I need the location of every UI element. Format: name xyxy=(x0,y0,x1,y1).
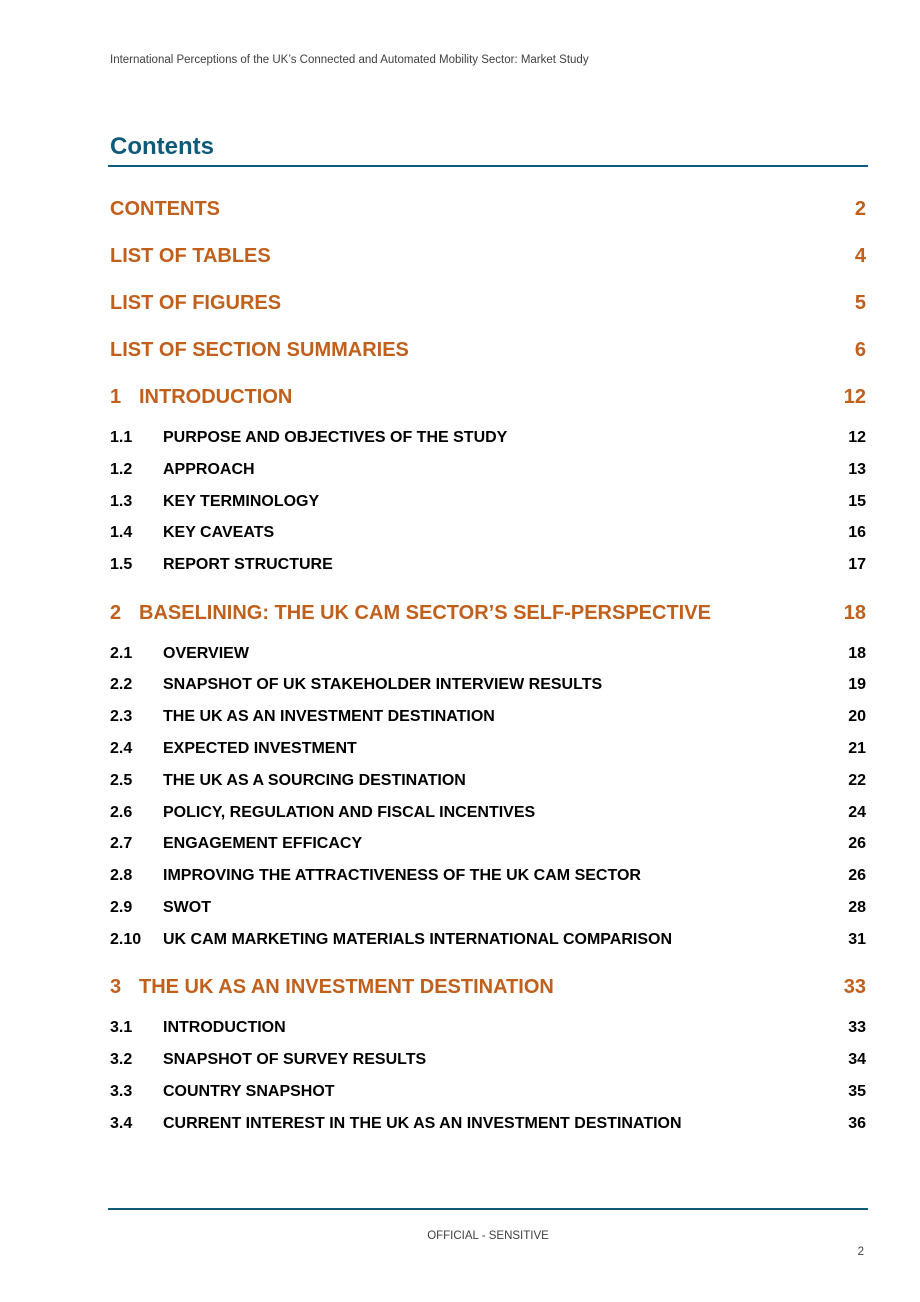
toc-entry[interactable] xyxy=(110,930,866,950)
toc-entry[interactable] xyxy=(110,898,866,918)
toc-entry[interactable] xyxy=(110,1050,866,1070)
toc-entry-number: 2.5 xyxy=(110,772,133,789)
toc-entry-label: REPORT STRUCTURE xyxy=(163,556,333,573)
toc-entry-number: 2.6 xyxy=(110,804,133,821)
toc-entry[interactable] xyxy=(110,771,866,791)
toc-entry-page: 5 xyxy=(854,291,866,314)
toc-entry-page: 21 xyxy=(848,740,866,757)
toc-entry-page: 18 xyxy=(843,601,866,624)
toc-entry-number: 2.2 xyxy=(110,676,133,693)
toc-entry-label: ENGAGEMENT EFFICACY xyxy=(163,835,363,852)
toc-entry-number: 3 xyxy=(110,975,122,998)
toc-entry-number: 2.9 xyxy=(110,899,133,916)
toc-entry-label: PURPOSE AND OBJECTIVES OF THE STUDY xyxy=(163,429,508,446)
toc-entry[interactable] xyxy=(110,834,866,854)
toc-entry-label: BASELINING: THE UK CAM SECTOR’S SELF-PERSPECTIVE xyxy=(139,601,711,624)
toc-entry-label: OVERVIEW xyxy=(163,645,249,662)
toc-entry-page: 26 xyxy=(848,867,866,884)
toc-entry-page: 34 xyxy=(848,1051,866,1068)
toc-entry-number: 2.10 xyxy=(110,931,142,948)
toc-entry-label: THE UK AS A SOURCING DESTINATION xyxy=(163,772,466,789)
toc-entry-number: 2 xyxy=(110,601,122,624)
toc-entry-label: SNAPSHOT OF UK STAKEHOLDER INTERVIEW RESULTS xyxy=(163,676,603,693)
toc-entry-label: INTRODUCTION xyxy=(139,385,293,408)
toc-entry-page: 24 xyxy=(848,804,866,821)
toc-entry-label: COUNTRY SNAPSHOT xyxy=(163,1083,335,1100)
toc-entry-label: CURRENT INTEREST IN THE UK AS AN INVESTMENT DESTINATION xyxy=(163,1115,682,1132)
toc-entry-label: IMPROVING THE ATTRACTIVENESS OF THE UK CAM SECTOR xyxy=(163,867,641,884)
toc-entry-number: 2.4 xyxy=(110,740,133,757)
toc-entry-label: SNAPSHOT OF SURVEY RESULTS xyxy=(163,1051,427,1068)
toc-entry[interactable] xyxy=(110,644,866,664)
toc-entry-page: 12 xyxy=(848,429,866,446)
toc-entry-number: 1.1 xyxy=(110,429,133,446)
toc-entry[interactable] xyxy=(110,866,866,886)
toc-entry[interactable] xyxy=(110,460,866,480)
toc-entry-number: 2.8 xyxy=(110,867,133,884)
toc-entry-label: CONTENTS xyxy=(110,197,220,220)
toc-entry[interactable] xyxy=(110,428,866,448)
toc-entry[interactable] xyxy=(110,707,866,727)
toc-entry-label: LIST OF TABLES xyxy=(110,244,271,267)
toc-entry-label: THE UK AS AN INVESTMENT DESTINATION xyxy=(163,708,495,725)
toc-entry-number: 3.3 xyxy=(110,1083,133,1100)
toc-entry-page: 17 xyxy=(848,556,866,573)
footer-divider xyxy=(108,1208,868,1210)
toc-entry-page: 18 xyxy=(848,645,866,662)
toc-entry-page: 13 xyxy=(848,461,866,478)
toc-entry[interactable] xyxy=(110,243,866,269)
toc-entry[interactable] xyxy=(110,1114,866,1134)
toc-entry-label: KEY CAVEATS xyxy=(163,524,275,541)
toc-entry-label: EXPECTED INVESTMENT xyxy=(163,740,357,757)
toc-entry-page: 12 xyxy=(843,385,866,408)
toc-entry-page: 20 xyxy=(848,708,866,725)
toc-entry[interactable] xyxy=(110,1082,866,1102)
toc-entry-label: LIST OF FIGURES xyxy=(110,291,282,314)
toc-entry-page: 16 xyxy=(848,524,866,541)
toc-entry-number: 2.1 xyxy=(110,645,133,662)
toc-entry[interactable] xyxy=(110,196,866,222)
toc-entry-number: 3.1 xyxy=(110,1019,133,1036)
toc-entry[interactable] xyxy=(110,492,866,512)
toc-entry[interactable] xyxy=(110,555,866,575)
toc-entry-number: 1.2 xyxy=(110,461,133,478)
toc-entry-label: THE UK AS AN INVESTMENT DESTINATION xyxy=(139,975,554,998)
toc-entry-page: 6 xyxy=(854,338,866,361)
toc-entry-label: SWOT xyxy=(163,899,211,916)
toc-entry-page: 31 xyxy=(848,931,866,948)
toc-entry-number: 1.5 xyxy=(110,556,133,573)
toc-entry[interactable] xyxy=(110,803,866,823)
toc-entry-page: 35 xyxy=(848,1083,866,1100)
toc-entry-label: INTRODUCTION xyxy=(163,1019,286,1036)
toc-entry[interactable] xyxy=(110,974,866,1000)
toc-entry-label: LIST OF SECTION SUMMARIES xyxy=(110,338,409,361)
running-header: International Perceptions of the UK’s Connected and Automated Mobility Sector: Market Study xyxy=(110,54,589,66)
toc-entry-page: 33 xyxy=(843,975,866,998)
toc-entry-page: 2 xyxy=(854,197,866,220)
toc-entry-number: 3.4 xyxy=(110,1115,133,1132)
toc-entry[interactable] xyxy=(110,675,866,695)
page-title: Contents xyxy=(110,133,214,160)
toc-entry[interactable] xyxy=(110,1018,866,1038)
toc-entry-label: APPROACH xyxy=(163,461,255,478)
toc-entry[interactable] xyxy=(110,600,866,626)
toc-entry[interactable] xyxy=(110,384,866,410)
toc-entry-page: 4 xyxy=(854,244,866,267)
toc-entry-number: 1.3 xyxy=(110,493,133,510)
toc-entry-number: 2.7 xyxy=(110,835,133,852)
toc-entry-number: 3.2 xyxy=(110,1051,133,1068)
toc-entry[interactable] xyxy=(110,523,866,543)
toc-entry-label: UK CAM MARKETING MATERIALS INTERNATIONAL COMPARISON xyxy=(163,931,673,948)
toc-entry-page: 19 xyxy=(848,676,866,693)
toc-entry[interactable] xyxy=(110,739,866,759)
toc-entry-page: 33 xyxy=(848,1019,866,1036)
toc-entry-number: 1.4 xyxy=(110,524,133,541)
toc-entry-label: POLICY, REGULATION AND FISCAL INCENTIVES xyxy=(163,804,536,821)
toc-entry-page: 28 xyxy=(848,899,866,916)
toc-entry[interactable] xyxy=(110,337,866,363)
toc-entry-number: 1 xyxy=(110,385,122,408)
page-number: 2 xyxy=(857,1246,864,1258)
toc-entry-page: 26 xyxy=(848,835,866,852)
toc-entry-label: KEY TERMINOLOGY xyxy=(163,493,320,510)
toc-entry-page: 22 xyxy=(848,772,866,789)
toc-entry[interactable] xyxy=(110,290,866,316)
toc-entry-page: 15 xyxy=(848,493,866,510)
toc-entry-page: 36 xyxy=(848,1115,866,1132)
toc-entry-number: 2.3 xyxy=(110,708,133,725)
security-classification: OFFICIAL - SENSITIVE xyxy=(427,1230,549,1242)
